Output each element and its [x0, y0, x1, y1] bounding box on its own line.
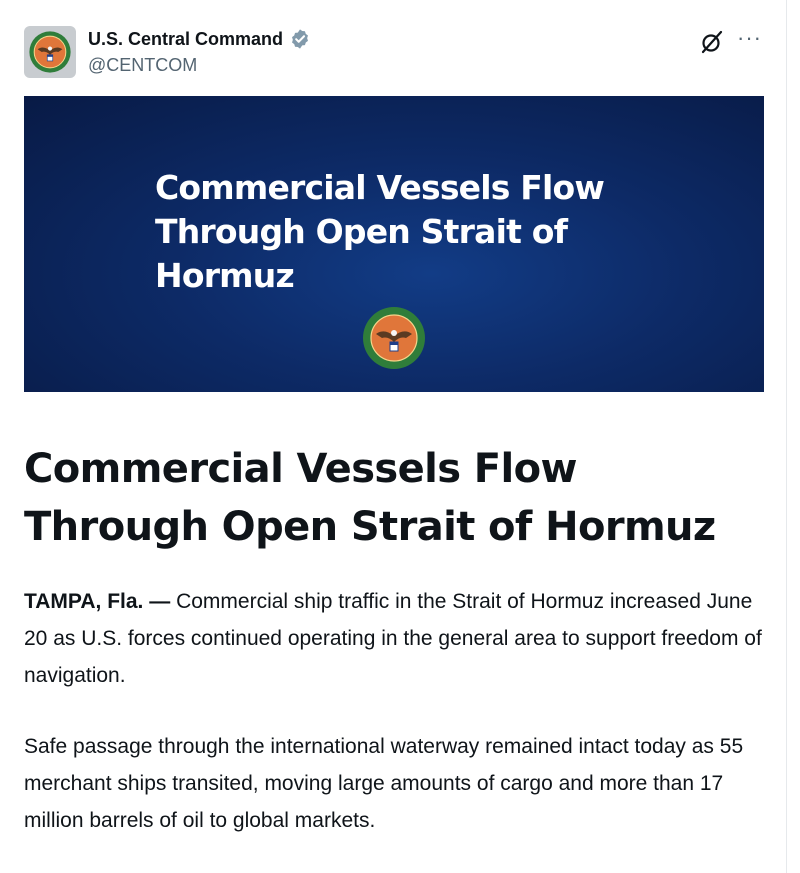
grok-icon[interactable] — [699, 29, 725, 55]
verified-badge-icon — [289, 28, 311, 50]
centcom-seal-icon — [28, 30, 72, 74]
avatar[interactable] — [24, 26, 76, 78]
banner-image[interactable] — [24, 96, 764, 392]
paragraph-text: Safe passage through the international waterway remained intact today as 55 merchant ships transited, moving large amounts of cargo and more than 17 million barrels of oil to global markets. — [24, 735, 744, 832]
post-header — [24, 24, 762, 80]
banner-title: Commercial Vessels Flow Through Open Strait of Hormuz — [155, 168, 605, 295]
centcom-seal-icon — [362, 306, 426, 370]
post-actions — [699, 25, 762, 56]
article-headline: Commercial Vessels Flow Through Open Strait of Hormuz — [24, 446, 716, 550]
article-paragraph — [24, 728, 774, 839]
more-options-icon[interactable]: ··· — [737, 25, 762, 50]
display-name[interactable]: U.S. Central Command — [88, 29, 284, 49]
paragraph-text: Commercial ship traffic in the Strait of Hormuz increased June 20 as U.S. forces continued operating in the general area to support freedom of navigation. — [24, 590, 762, 687]
author-block — [88, 27, 311, 77]
paragraph-dateline: TAMPA, Fla. — — [24, 590, 171, 613]
handle[interactable]: @CENTCOM — [88, 55, 198, 75]
article-paragraph — [24, 583, 774, 694]
